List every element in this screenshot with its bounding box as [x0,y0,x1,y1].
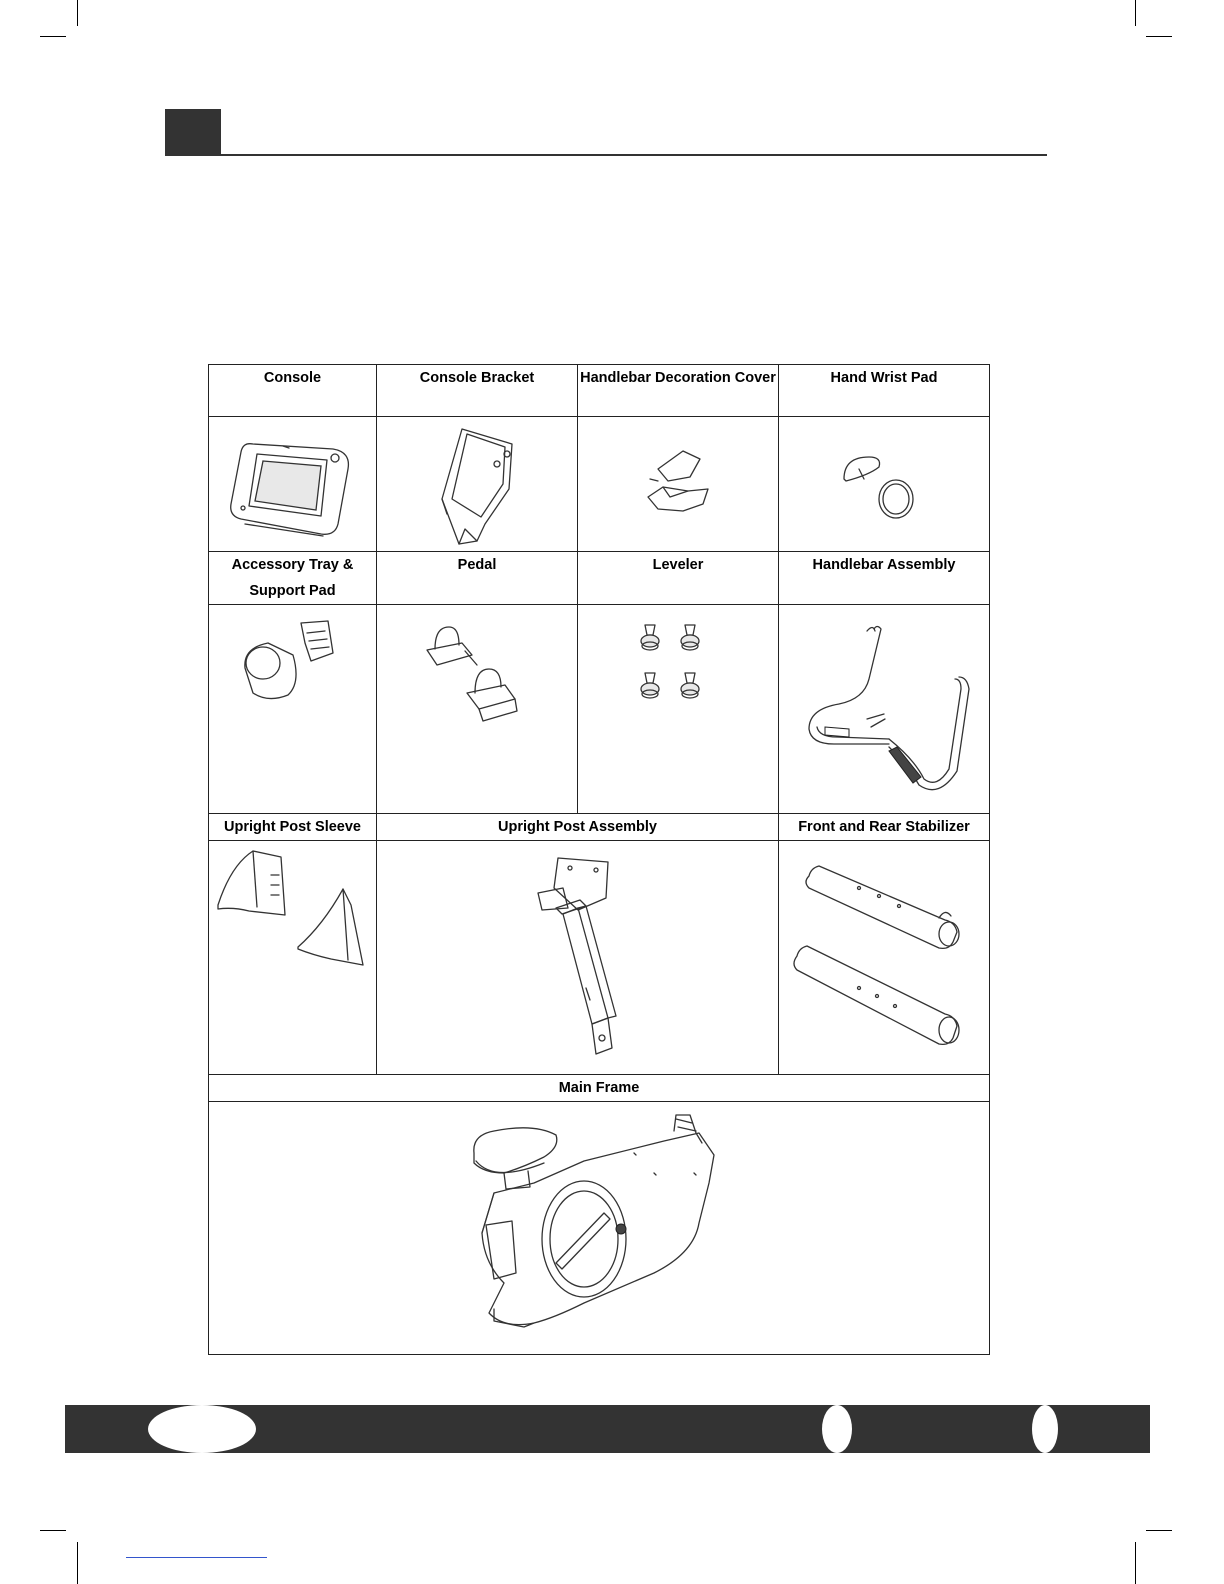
part-label: Handlebar Assembly [779,552,990,605]
console-bracket-cell [377,417,578,552]
handlebar-assembly-icon [789,619,979,799]
console-cell [209,417,377,552]
part-label: Accessory Tray & Support Pad [209,552,377,605]
crop-mark [77,0,78,26]
stabilizer-icon [789,858,979,1058]
crop-mark [77,1542,78,1584]
wrist-pad-cell [779,417,990,552]
part-label: Handlebar Decoration Cover [578,365,779,417]
section-header-rule [165,154,1047,156]
parts-table [208,364,990,1355]
console-bracket-icon [417,419,537,549]
accessory-tray-cell [209,605,377,814]
crop-mark [40,36,66,37]
part-label: Upright Post Sleeve [209,814,377,841]
post-sleeve-icon [213,845,373,975]
leveler-cell [578,605,779,814]
main-frame-icon [464,1113,734,1343]
post-sleeve-cell [209,841,377,1075]
main-frame-cell [209,1102,990,1355]
part-label: Front and Rear Stabilizer [779,814,990,841]
bottom-underline [126,1557,267,1558]
crop-mark [1135,0,1136,26]
handlebar-assembly-cell [779,605,990,814]
part-label: Hand Wrist Pad [779,365,990,417]
part-label: Pedal [377,552,578,605]
crop-mark [40,1530,66,1531]
footer-oval-right [1032,1405,1058,1453]
leveler-icon [633,615,723,705]
pedal-cell [377,605,578,814]
footer-oval-left [148,1405,256,1453]
part-label: Console Bracket [377,365,578,417]
section-header-block [165,109,221,156]
crop-mark [1135,1542,1136,1584]
footer-oval-right-inner [822,1405,852,1453]
post-assembly-icon [508,848,648,1068]
part-label: Main Frame [209,1075,990,1102]
handlebar-cover-icon [628,439,728,529]
crop-mark [1146,1530,1172,1531]
part-label: Leveler [578,552,779,605]
handlebar-cover-cell [578,417,779,552]
post-assembly-cell [377,841,779,1075]
accessory-tray-icon [233,613,353,713]
part-label: Console [209,365,377,417]
wrist-pad-icon [824,439,944,529]
crop-mark [1146,36,1172,37]
stabilizer-cell [779,841,990,1075]
console-icon [223,424,363,544]
part-label: Upright Post Assembly [377,814,779,841]
pedal-icon [417,615,537,735]
